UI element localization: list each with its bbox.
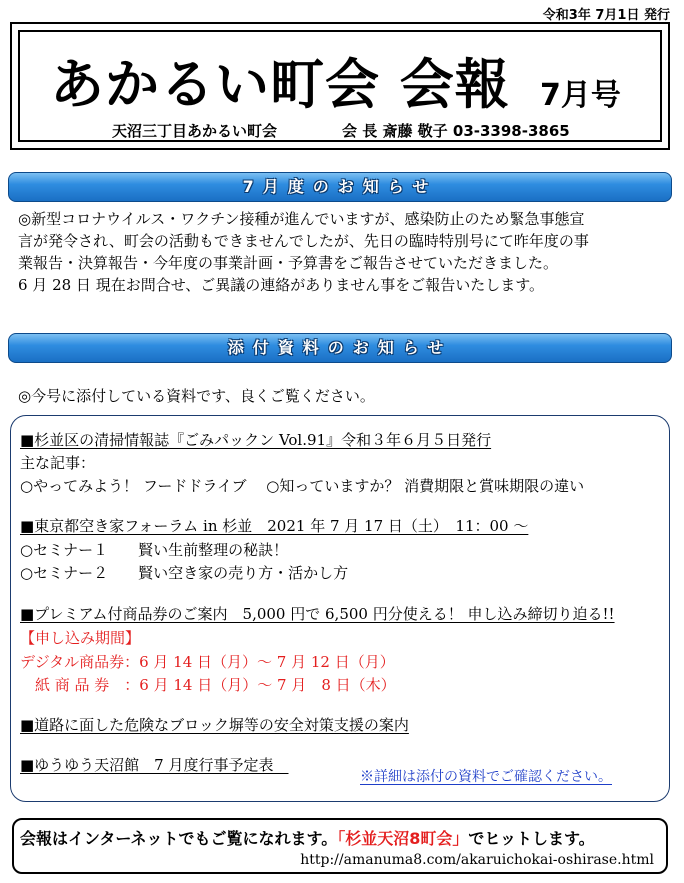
section-banner-july	[8, 172, 672, 202]
newsletter-title: あかるい町会 会報	[50, 53, 510, 116]
footer-search-term: 「杉並天沼8町会」	[337, 829, 469, 848]
item-akiya-seminar-2: ○セミナー２ 賢い空き家の売り方・活かし方	[20, 564, 349, 582]
organization-name: 天沼三丁目あかるい町会	[112, 122, 278, 140]
july-notice	[18, 208, 668, 296]
july-notice-line: 業報告・決算報告・今年度の事業計画・予算書をご報告させていただきました。	[18, 254, 559, 272]
item-gomi-pakkun-label: 主な記事：	[20, 454, 96, 472]
item-premium-voucher-digital: デジタル商品券：6 月 14 日（月）～ 7 月 12 日（月）	[20, 653, 395, 671]
footer-message-part: でヒットします。	[468, 829, 595, 848]
section-banner-july-label: 7月度のお知らせ	[242, 177, 438, 196]
masthead	[10, 22, 670, 150]
item-premium-voucher-title: ■プレミアム付商品券のご案内 5,000 円で 6,500 円分使える！ 申し込み締切り迫る!!	[20, 605, 615, 623]
july-notice-line: ◎新型コロナウイルス・ワクチン接種が進んでいますが、感染防止のため緊急事態宣	[18, 210, 585, 228]
footer-url-link[interactable]: http://amanuma8.com/akaruichokai-oshirase.html	[300, 852, 654, 868]
item-premium-voucher-period-label: 【申し込み期間】	[20, 629, 141, 647]
footer-message	[20, 826, 595, 849]
attachments-intro: ◎今号に添付している資料です、良くご覧ください。	[18, 387, 375, 405]
issue-number: 7月号	[540, 78, 621, 113]
section-banner-attachments	[8, 333, 672, 363]
issue-date: 令和3年 7月1日 発行	[542, 8, 670, 23]
item-block-wall-title: ■道路に面した危険なブロック塀等の安全対策支援の案内	[20, 716, 409, 734]
item-akiya-seminar-1: ○セミナー１ 賢い生前整理の秘訣！	[20, 541, 289, 559]
july-notice-line: 6 月 28 日 現在お問合せ、ご異議の連絡がありません事をご報告いたします。	[18, 276, 545, 294]
item-gomi-pakkun-articles: ○やってみよう！ フードドライブ ○知っていますか？ 消費期限と賞味期限の違い	[20, 477, 585, 495]
details-note: ※詳細は添付の資料でご確認ください。	[360, 769, 612, 785]
section-banner-attachments-label: 添付資料のお知らせ	[227, 338, 453, 357]
item-yuyu-amanuma-title: ■ゆうゆう天沼館 7 月度行事予定表	[20, 756, 289, 774]
masthead-inner-border	[18, 30, 662, 142]
item-gomi-pakkun-title: ■杉並区の清掃情報誌『ごみパックン Vol.91』令和３年６月５日発行	[20, 431, 492, 449]
item-premium-voucher-paper: 紙 商 品 券 ：6 月 14 日（月）～ 7 月 8 日（木）	[20, 676, 396, 694]
chairperson-contact: 会 長 斎藤 敬子 03-3398-3865	[342, 122, 570, 140]
item-akiya-forum-title: ■東京都空き家フォーラム in 杉並 2021 年 7 月 17 日（土） 11：00 ～	[20, 517, 529, 535]
july-notice-line: 言が発令され、町会の活動もできませんでしたが、先日の臨時特別号にて昨年度の事	[18, 232, 589, 250]
footer-message-part: 会報はインターネットでもご覧になれます。	[20, 829, 338, 848]
